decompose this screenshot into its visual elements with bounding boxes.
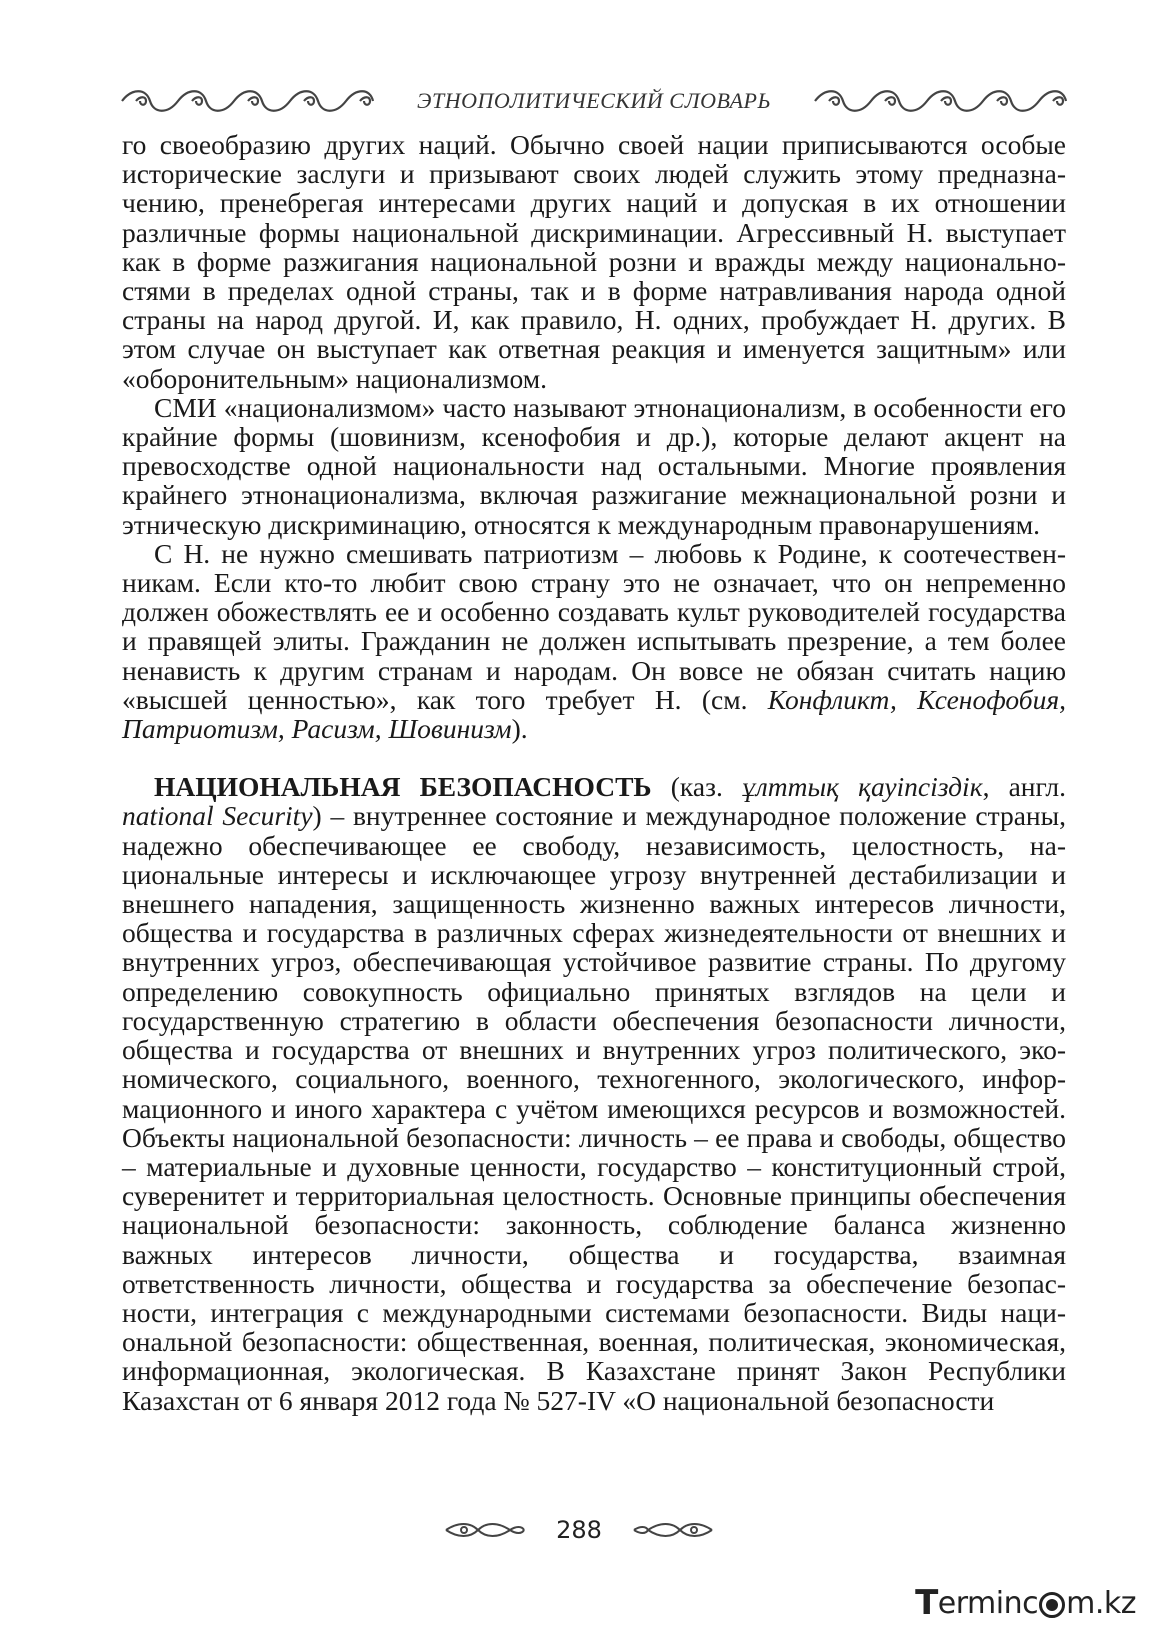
cross-references: Конфликт, Ксенофобия, Патриотизм, Расизм, Шовинизм [122,683,1066,745]
entry-eng-term: national Security [122,800,313,832]
page-number: 288 [556,1516,602,1544]
footer-ornament-left-icon [444,1520,526,1540]
entry-eng-prefix: , англ. [982,771,1066,803]
page-footer [0,1512,1158,1548]
running-header [120,84,1068,118]
watermark-text-2: m.kz [1066,1585,1136,1621]
paragraph-patriotism-text: С Н. не нужно смешивать патриотизм – любовь к Родине, к соотечественникам. Если кто-то любит свою страну это не означает, что он непременно должен обожествлять ее и особенно создавать культ руководителей государства и правящей элиты. Гражданин не должен испытывать презрение, а тем более ненависть к другим странам и народам. Он вовсе не обязан считать нацию «высшей ценностью», как того требует Н. (см. [122,537,1066,715]
watermark-text-1: erminc [937,1585,1039,1621]
entry-kaz-term: ұлттық қауіпсіздік [741,771,983,803]
watermark-t: T [915,1583,938,1623]
termincom-watermark [915,1583,1136,1623]
entry-definition: ) – внутреннее состояние и международное положение страны, надежно обеспечивающее ее свободу, независимость, целостность, национальные интересы и исключающее угрозу внутренней дестабилизации и внешнего нападения, защищенность жизненно важных интересов личности, общества и государства в различных сферах жизнедеятельности от внешних и внутренних угроз, обеспечивающая устойчивое развитие страны. По другому определению совокупность официально принятых взглядов на цели и государственную стратегию в области обеспечения безопасности личности, общества и государства от внешних и внутренних угроз политического, экономического, социального, военного, техногенного, экологического, информационного и иного характера с учётом имеющихся ресурсов и возможностей. Объекты национальной безопасности: личность – ее права и свободы, общество – материальные и духовные ценности, государство – конституционный строй, суверенитет и территориальная целостность. Основные принципы обеспечения национальной безопасности: законность, соблюдение баланса жизненно важных интересов личности, общества и государства, взаимная ответственность личности, общества и государства за обеспечение безопасности, интеграция с международными системами безопасности. Виды национальной безопасности: общественная, военная, политическая, экономическая, информационная, экологическая. В Казахстане принят Закон Республики Казахстан от 6 января 2012 года № 527-IV «О национальной безопасности [122,800,1066,1416]
paragraph-media-nationalism: СМИ «национализмом» часто называют этнонационализм, в особенности его крайние формы (шовинизм, ксенофобия и др.), которые делают акцент на превосходстве одной национальности над остальными. Многие проявления крайнего этнонационализма, включая разжигание межнациональной розни и этническую дискриминацию, относятся к международным правонарушениям. [122,391,1066,540]
footer-ornament-right-icon [632,1520,714,1540]
entry-national-security [122,772,1066,1414]
entry-kaz-prefix: (каз. [651,771,742,803]
header-title: ЭТНОПОЛИТИЧЕСКИЙ СЛОВАРЬ [417,88,771,113]
ornament-left-icon [120,90,375,112]
page-body [122,130,1066,1415]
ornament-right-icon [813,90,1068,112]
paragraph-continuation: го своеобразию других наций. Обычно своей нации приписываются особые исторические заслуги и призывают своих людей служить этому предназначению, пренебрегая интересами других наций и допуская в их отношении различные формы национальной дискриминации. Агрессивный Н. выступает как в форме разжигания национальной розни и вражды между национальностями в пределах одной страны, так и в форме натравливания народа одной страны на народ другой. И, как правило, Н. одних, пробуждает Н. других. В этом случае он выступает как ответная реакция и именуется защитным» или «оборонительным» национализмом. [122,129,1066,394]
paragraph-patriotism-end: ). [511,713,528,745]
watermark-o-icon [1039,1592,1065,1618]
paragraph-patriotism [122,539,1066,743]
entry-term: НАЦИОНАЛЬНАЯ БЕЗОПАСНОСТЬ [154,771,652,803]
